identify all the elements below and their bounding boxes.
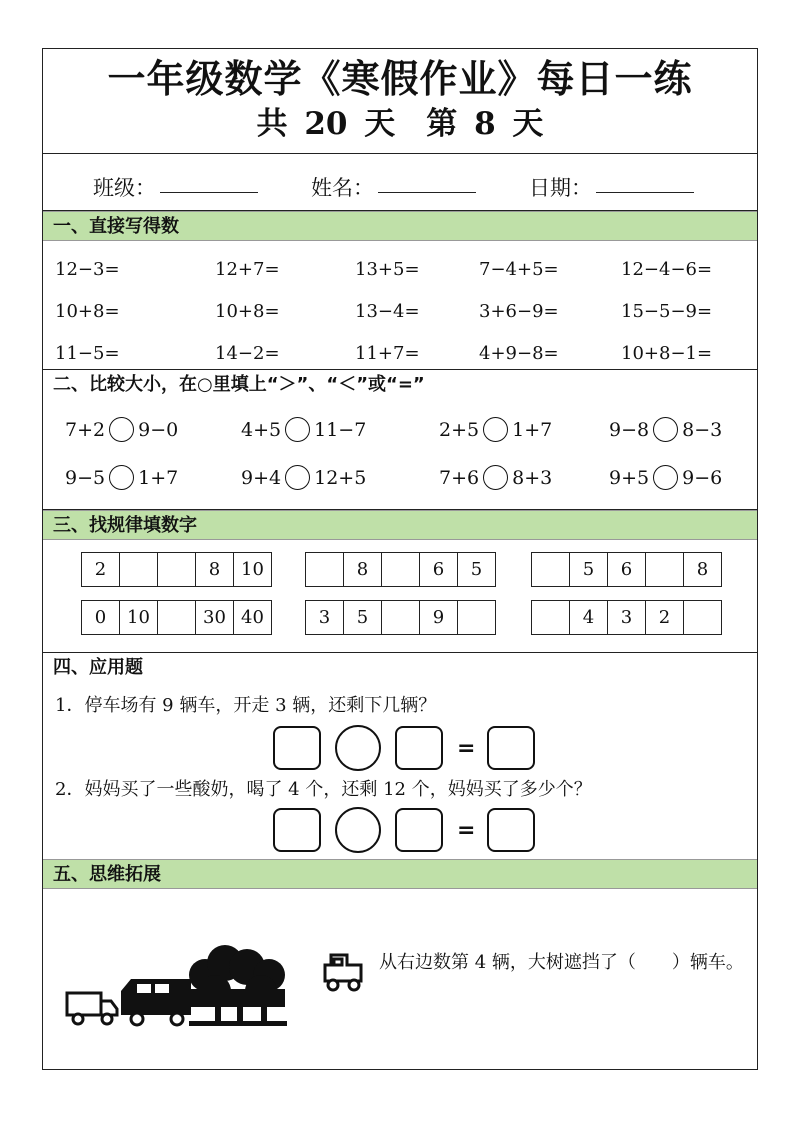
compare-right: 8+3 [512,466,553,489]
pattern-sequence [305,552,496,587]
compare-item [241,465,366,490]
pattern-cell[interactable] [120,553,158,586]
pattern-cell[interactable] [158,601,196,634]
calc-item: 13−4= [355,301,420,322]
pattern-cell[interactable] [532,601,570,634]
pattern-cell[interactable] [458,601,495,634]
calc-item: 4+9−8= [479,343,559,364]
compare-right: 9−6 [682,466,723,489]
equation-row-1 [273,725,549,771]
compare-item [609,465,722,490]
calc-item: 10+8−1= [621,343,713,364]
compare-circle[interactable] [109,417,134,442]
tree-icon [189,945,287,1026]
pattern-cell[interactable] [646,553,684,586]
day-counter: 共 20 天 第 8 天 [256,106,544,142]
pattern-sequence [305,600,496,635]
pattern-cell[interactable]: 40 [241,607,264,628]
pattern-cell[interactable]: 4 [570,601,608,634]
compare-left: 9−8 [609,418,650,441]
answer-box[interactable] [395,726,443,770]
pattern-cell[interactable]: 3 [608,601,646,634]
calc-item: 11−5= [55,343,120,364]
section3-heading: 三、找规律填数字 [43,510,757,540]
compare-right: 12+5 [314,466,367,489]
compare-right: 8−3 [682,418,723,441]
name-label: 姓名： [311,176,374,200]
compare-item [65,465,178,490]
compare-right: 1+7 [138,466,179,489]
class-blank[interactable] [160,172,258,193]
equals-sign: = [457,817,476,843]
calc-item: 12−4−6= [621,259,713,280]
compare-circle[interactable] [653,465,678,490]
equation-row-2 [273,807,549,853]
pattern-cell[interactable]: 2 [82,553,120,586]
compare-circle[interactable] [483,465,508,490]
pattern-cell[interactable]: 30 [196,601,234,634]
name-blank[interactable] [378,172,476,193]
compare-left: 9+4 [241,466,282,489]
calc-grid [43,241,757,369]
pattern-cell[interactable]: 6 [608,553,646,586]
compare-left: 7+2 [65,418,106,441]
answer-box[interactable] [395,808,443,852]
worksheet-title: 一年级数学《寒假作业》每日一练 [107,56,693,101]
pattern-cell[interactable]: 6 [420,553,458,586]
pattern-cell[interactable]: 10 [241,559,264,580]
pattern-sequence [81,552,272,587]
pattern-cell[interactable]: 10 [120,601,158,634]
pattern-cell[interactable]: 8 [196,553,234,586]
compare-left: 9−5 [65,466,106,489]
pattern-cell[interactable]: 8 [696,559,709,580]
title-block [43,49,757,154]
answer-box[interactable] [273,726,321,770]
compare-item [241,417,366,442]
compare-right: 11−7 [314,418,367,441]
pattern-sequence [531,552,722,587]
compare-left: 2+5 [439,418,480,441]
pattern-sequence [81,600,272,635]
compare-item [65,417,178,442]
van-icon [121,979,191,1025]
calc-item: 11+7= [355,343,420,364]
compare-circle[interactable] [285,417,310,442]
word-problem-1: 1．停车场有 9 辆车，开走 3 辆，还剩下几辆？ [55,695,437,716]
name-field[interactable] [311,172,476,202]
section1-heading: 一、直接写得数 [43,211,757,241]
compare-item [439,465,552,490]
operator-circle[interactable] [335,725,381,771]
calc-item: 10+8= [55,301,120,322]
calc-item: 15−5−9= [621,301,713,322]
pattern-sequence [531,600,722,635]
answer-box[interactable] [273,808,321,852]
compare-left: 7+6 [439,466,480,489]
pattern-cell[interactable]: 5 [344,601,382,634]
calc-item: 13+5= [355,259,420,280]
thinking-area [43,889,757,1075]
calc-item: 7−4+5= [479,259,559,280]
calc-item: 12+7= [215,259,280,280]
section2-heading: 二、比较大小，在○里填上“＞”、“＜”或“=” [43,369,757,399]
word-problems [43,683,757,859]
calc-item: 12−3= [55,259,120,280]
date-field[interactable] [529,172,694,202]
pattern-cell[interactable] [306,553,344,586]
truck-icon [67,993,117,1024]
worksheet [42,48,758,1070]
date-label: 日期： [529,176,592,200]
compare-left: 9+5 [609,466,650,489]
equals-sign: = [457,735,476,761]
pattern-cell[interactable]: 5 [570,553,608,586]
pattern-cell[interactable] [684,601,721,634]
calc-item: 3+6−9= [479,301,559,322]
class-label: 班级： [93,176,156,200]
pattern-cell[interactable] [158,553,196,586]
truck-icon [321,951,369,995]
pattern-cell[interactable]: 5 [470,559,483,580]
pattern-cell[interactable]: 2 [646,601,684,634]
compare-item [439,417,552,442]
pattern-cell[interactable]: 0 [82,601,120,634]
pattern-cell[interactable] [382,553,420,586]
compare-area [43,399,757,510]
pattern-cell[interactable] [532,553,570,586]
calc-item: 10+8= [215,301,280,322]
date-blank[interactable] [596,172,694,193]
operator-circle[interactable] [335,807,381,853]
compare-right: 1+7 [512,418,553,441]
word-problem-2: 2．妈妈买了一些酸奶，喝了 4 个，还剩 12 个，妈妈买了多少个？ [55,779,592,800]
pattern-cell[interactable]: 8 [344,553,382,586]
student-info-row [43,154,757,211]
thinking-question: 从右边数第 4 辆，大树遮挡了（ ）辆车。 [379,952,744,973]
class-field[interactable] [93,172,258,202]
compare-circle[interactable] [109,465,134,490]
section4-heading: 四、应用题 [43,653,757,683]
compare-circle[interactable] [285,465,310,490]
section5-heading: 五、思维拓展 [43,859,757,889]
compare-left: 4+5 [241,418,282,441]
result-box[interactable] [487,808,535,852]
pattern-cell[interactable]: 9 [420,601,458,634]
result-box[interactable] [487,726,535,770]
calc-item: 14−2= [215,343,280,364]
cars-and-trees-illustration [65,945,295,1035]
pattern-cell[interactable]: 3 [306,601,344,634]
pattern-area [43,540,757,653]
compare-item [609,417,722,442]
compare-circle[interactable] [483,417,508,442]
compare-circle[interactable] [653,417,678,442]
compare-right: 9−0 [138,418,179,441]
pattern-cell[interactable] [382,601,420,634]
